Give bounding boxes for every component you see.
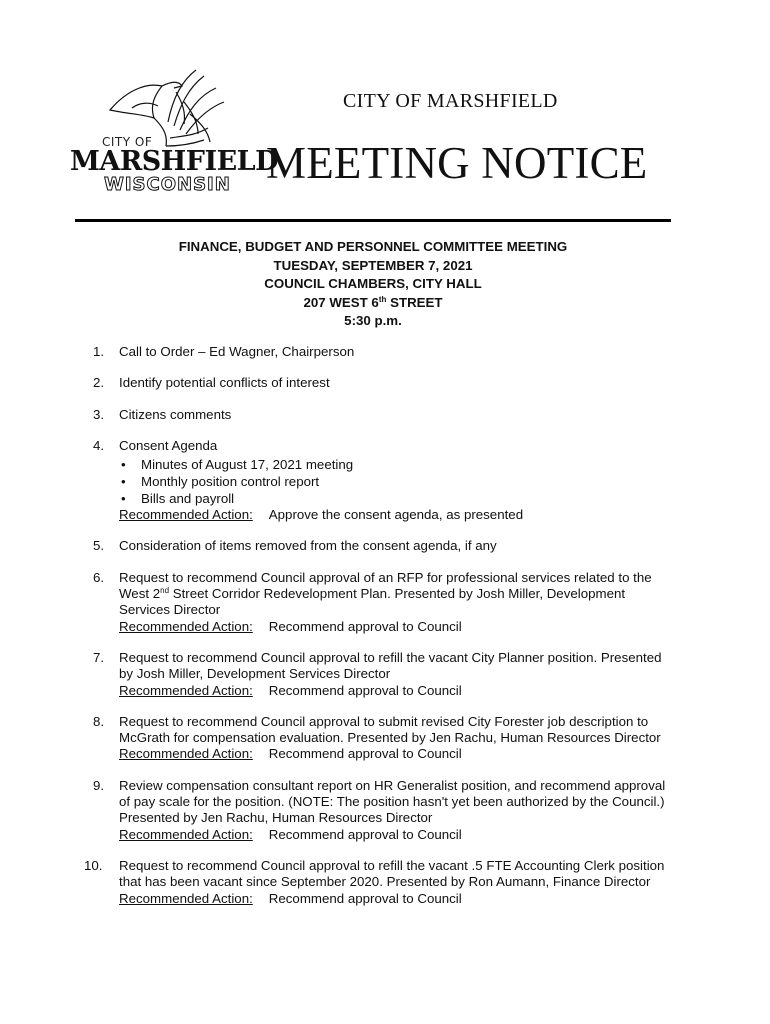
item-text-line: Request to recommend Council approval to refill the vacant City Planner position. Presented xyxy=(119,649,662,665)
logo-city-of: CITY OF xyxy=(102,135,153,149)
agenda-item xyxy=(93,344,693,360)
list-item: • Bills and payroll xyxy=(119,490,693,507)
meeting-header xyxy=(75,238,671,331)
recommended-action xyxy=(119,827,693,843)
agenda-item xyxy=(93,538,693,554)
item-text-line: by Josh Miller, Development Services Director xyxy=(119,666,391,682)
recommended-action xyxy=(119,746,693,762)
recommended-action-label: Recommended Action: xyxy=(119,618,253,634)
recommended-action-value: Recommend approval to Council xyxy=(268,890,462,906)
recommended-action-label: Recommended Action: xyxy=(119,746,253,762)
item-number: 5. xyxy=(93,538,105,554)
list-item: • Minutes of August 17, 2021 meeting xyxy=(119,456,693,473)
agenda-item xyxy=(93,375,693,391)
agenda-list xyxy=(84,344,693,907)
item-text-line: of pay scale for the position. (NOTE: The position hasn't yet been authorized by the Council.) xyxy=(119,794,665,810)
document-title: MEETING NOTICE xyxy=(266,138,648,188)
item-text: Citizens comments xyxy=(119,406,232,422)
city-logo xyxy=(70,62,279,204)
recommended-action xyxy=(119,683,693,699)
recommended-action xyxy=(119,891,693,907)
agenda-item xyxy=(93,407,693,423)
item-number: 6. xyxy=(93,569,105,585)
agenda-item xyxy=(93,778,693,843)
agenda-item xyxy=(93,714,693,763)
item-text-line: McGrath for compensation evaluation. Presented by Jen Rachu, Human Resources Director xyxy=(119,730,661,746)
logo-name: MARSHFIELD xyxy=(70,146,279,177)
recommended-action-value: Recommend approval to Council xyxy=(268,826,462,842)
item-text-line: Request to recommend Council approval to refill the vacant .5 FTE Accounting Clerk position xyxy=(119,857,665,873)
meeting-date: TUESDAY, SEPTEMBER 7, 2021 xyxy=(273,257,473,273)
logo-state: WISCONSIN xyxy=(104,174,231,195)
header-divider xyxy=(75,219,671,222)
recommended-action-label: Recommended Action: xyxy=(119,826,253,842)
item-text-line: that has been vacant since September 2020. Presented by Ron Aumann, Finance Director xyxy=(119,874,651,890)
item-text-line: Presented by Jen Rachu, Human Resources Director xyxy=(119,810,433,826)
item-number: 2. xyxy=(93,375,105,391)
committee-name: FINANCE, BUDGET AND PERSONNEL COMMITTEE MEETING xyxy=(178,239,568,254)
meeting-time: 5:30 p.m. xyxy=(344,313,402,328)
agenda-item xyxy=(93,650,693,699)
recommended-action-value: Recommend approval to Council xyxy=(268,618,462,634)
item-number: 9. xyxy=(93,777,105,793)
city-title: CITY OF MARSHFIELD xyxy=(343,90,558,112)
agenda-item xyxy=(93,438,693,524)
item-number: 10. xyxy=(84,857,103,873)
meeting-address: 207 WEST 6th STREET xyxy=(303,294,443,310)
item-text-line: Review compensation consultant report on HR Generalist position, and recommend approval xyxy=(119,777,666,793)
recommended-action-label: Recommended Action: xyxy=(119,890,253,906)
agenda-item xyxy=(93,570,693,635)
recommended-action xyxy=(119,619,693,635)
recommended-action-label: Recommended Action: xyxy=(119,507,253,523)
item-text-line: Request to recommend Council approval of an RFP for professional services related to the xyxy=(119,569,652,585)
item-text-line: West 2nd Street Corridor Redevelopment Plan. Presented by Josh Miller, Development xyxy=(119,586,626,602)
recommended-action xyxy=(119,507,693,523)
item-number: 1. xyxy=(93,344,105,359)
item-text: Identify potential conflicts of interest xyxy=(119,375,330,391)
item-text-line: Request to recommend Council approval to submit revised City Forester job description to xyxy=(119,713,649,729)
item-text-line: Services Director xyxy=(119,602,221,618)
recommended-action-value: Recommend approval to Council xyxy=(268,746,462,762)
item-text: Call to Order – Ed Wagner, Chairperson xyxy=(119,344,355,359)
item-number: 8. xyxy=(93,713,105,729)
consent-list xyxy=(119,456,693,507)
item-text: Consent Agenda xyxy=(119,437,218,453)
recommended-action-value: Approve the consent agenda, as presented xyxy=(268,507,524,523)
item-number: 4. xyxy=(93,437,105,453)
meeting-location: COUNCIL CHAMBERS, CITY HALL xyxy=(264,276,482,291)
recommended-action-value: Recommend approval to Council xyxy=(268,682,462,698)
item-text: Consideration of items removed from the consent agenda, if any xyxy=(119,538,497,554)
item-number: 3. xyxy=(93,406,105,422)
agenda-item xyxy=(84,857,693,907)
item-number: 7. xyxy=(93,649,105,665)
recommended-action-label: Recommended Action: xyxy=(119,682,253,698)
list-item: • Monthly position control report xyxy=(119,473,693,490)
